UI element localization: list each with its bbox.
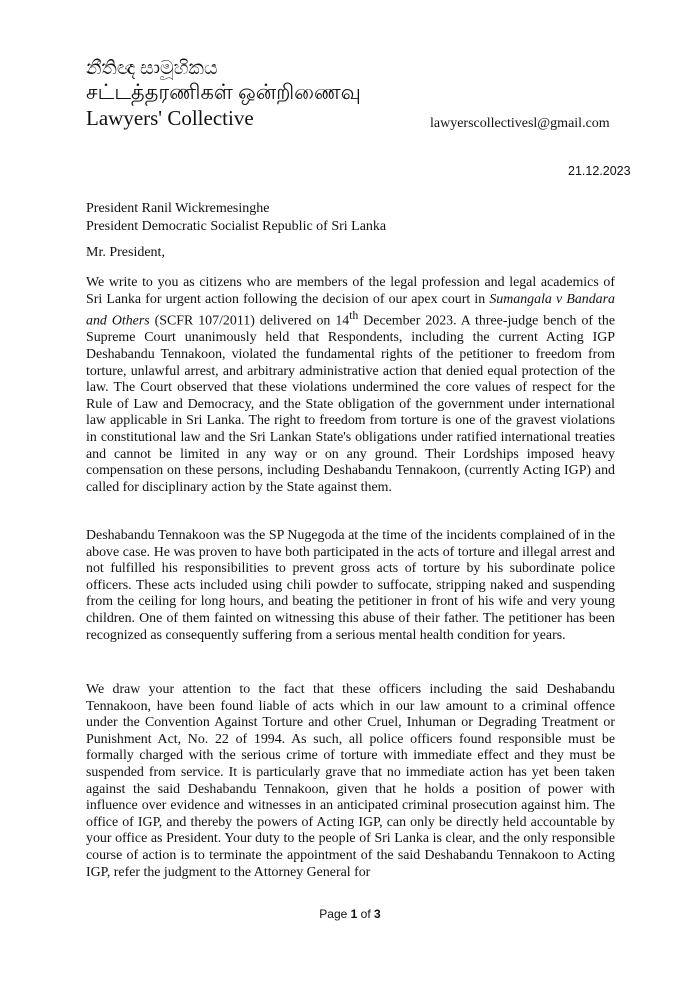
salutation: Mr. President, [86, 245, 165, 260]
addressee [86, 200, 386, 236]
org-name-tamil: சட்டத்தரணிகள் ஒன்றிணைவு [86, 80, 361, 104]
paragraph-2: Deshabandu Tennakoon was the SP Nugegoda at the time of the incidents complained of in the above case. He was proven to have both participated in the acts of torture and illegal arrest and not fulfilled his responsibilities to prevent gross acts of torture by his subordinate police officers. These acts included using chili powder to suffocate, stripping naked and suspending from the ceiling for long hours, and beating the petitioner in front of his wife and very young children. One of them fainted on witnessing this abuse of their father. The petitioner has been recognized as consequently suffering from a serious mental health condition for years. [86, 528, 615, 643]
letterhead [86, 58, 361, 131]
paragraph-3: We draw your attention to the fact that these officers including the said Deshabandu Tennakoon, have been found liable of acts which in our law amount to a criminal offence under the Convention Against Torture and other Cruel, Inhuman or Degrading Treatment or Punishment Act, No. 22 of 1994. As such, all police officers found responsible must be formally charged with the serious crime of torture with immediate effect and they must be suspended from service. It is particularly grave that no immediate action has yet been taken against the said Deshabandu Tennakoon, given that he holds a position of power with influence over evidence and witnesses in an anticipated criminal prosecution against him. The office of IGP, and thereby the powers of Acting IGP, can only be directly held accountable by your office as President. Your duty to the people of Sri Lanka is clear, and the only responsible course of action is to terminate the appointment of the said Deshabandu Tennakoon to Acting IGP, refer the judgment to the Attorney General for [86, 682, 615, 880]
paragraph-1-part-b: (SCFR 107/2011) delivered on 14 [149, 313, 350, 329]
page-number [0, 907, 700, 921]
org-email[interactable]: lawyerscollectivesl@gmail.com [430, 116, 610, 131]
paragraph-1-part-c: December 2023. A three-judge bench of the Supreme Court unanimously held that Respondents, including the current Acting IGP Deshabandu Tennakoon, violated the fundamental rights of the petitioner to freedom from torture, unlawful arrest, and arbitrary administrative action that denied equal protection of the law. The Court observed that these violations undermined the core values of respect for the Rule of Law and Democracy, and the State obligation of the government under international law applicable in Sri Lanka. The right to freedom from torture is one of the gravest violations in constitutional law and the Sri Lankan State's obligations under ratified international treaties and cannot be limited in any way or on any ground. Their Lordships imposed heavy compensation on these persons, including Deshabandu Tennakoon, (currently Acting IGP) and called for disciplinary action by the State against them. [86, 313, 615, 495]
addressee-title: President Democratic Socialist Republic of Sri Lanka [86, 219, 387, 234]
paragraph-1 [86, 275, 615, 496]
org-name-sinhala: නීතිඥ සාමූහිකය [86, 58, 218, 79]
org-name-english: Lawyers' Collective [86, 106, 254, 130]
page-prefix: Page [319, 907, 351, 921]
page-current: 1 [350, 907, 358, 921]
case-name: Sumangala v Bandara and Others [86, 291, 615, 329]
page-total: 3 [374, 907, 381, 921]
letter-date: 21.12.2023 [568, 164, 631, 178]
page-of: of [357, 907, 375, 921]
addressee-name: President Ranil Wickremesinghe [86, 201, 270, 216]
ordinal-suffix: th [349, 309, 359, 323]
paragraph-1-part-a: We write to you as citizens who are members of the legal profession and legal academics of Sri Lanka for urgent action following the decision of our apex court in [86, 275, 615, 307]
